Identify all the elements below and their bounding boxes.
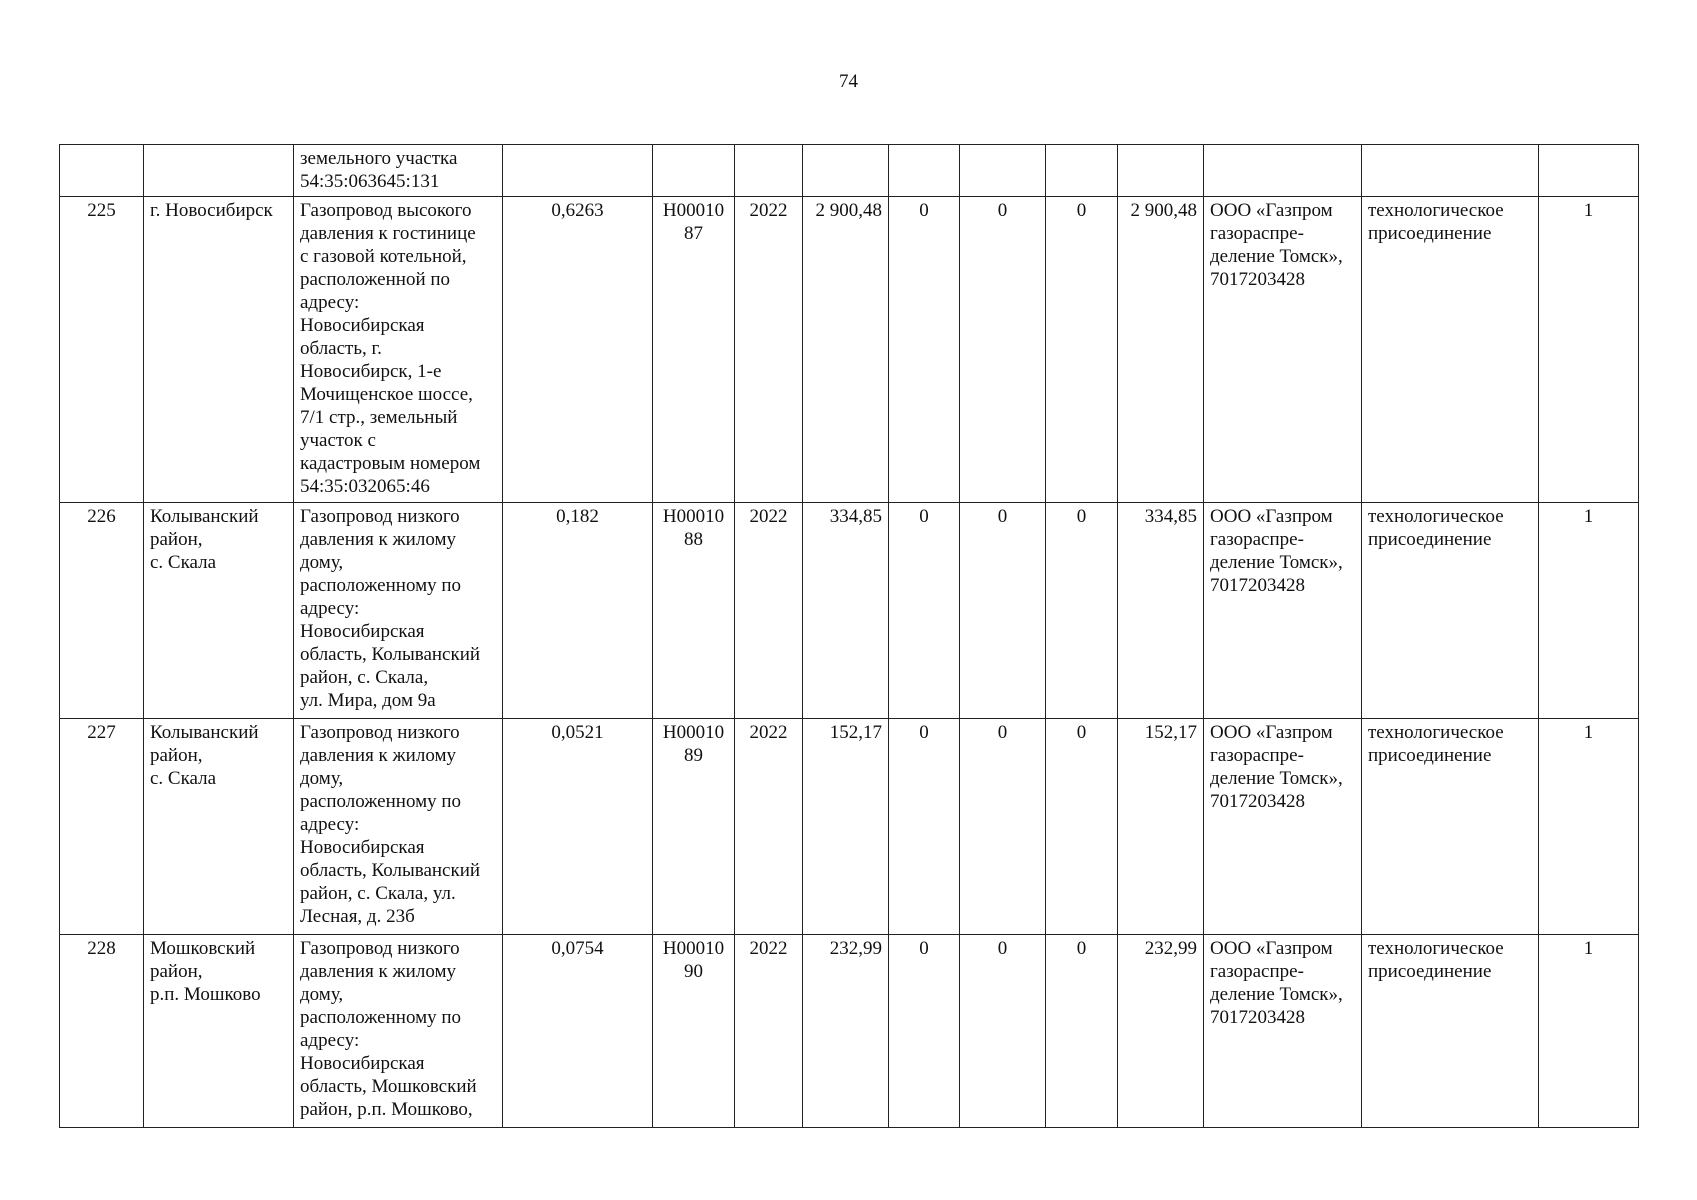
cell-v4: 2 900,48 bbox=[1118, 197, 1204, 503]
cell-code: Н00010 89 bbox=[653, 719, 735, 935]
cell-basis bbox=[1362, 145, 1539, 197]
cell-v3: 0 bbox=[1046, 197, 1118, 503]
cell-v1: 0 bbox=[889, 503, 960, 719]
table-row bbox=[60, 197, 1639, 503]
cell-num: 225 bbox=[60, 197, 144, 503]
cell-year: 2022 bbox=[735, 935, 803, 1128]
cell-total: 334,85 bbox=[803, 503, 889, 719]
cell-location: Колыванский район, с. Скала bbox=[144, 503, 294, 719]
cell-location: Мошковский район, р.п. Мошково bbox=[144, 935, 294, 1128]
cell-code: Н00010 87 bbox=[653, 197, 735, 503]
table-row bbox=[60, 935, 1639, 1128]
cell-v2: 0 bbox=[960, 935, 1046, 1128]
cell-location: Колыванский район, с. Скала bbox=[144, 719, 294, 935]
cell-basis: технологическое присоединение bbox=[1362, 719, 1539, 935]
cell-length: 0,6263 bbox=[503, 197, 653, 503]
table-row-continuation bbox=[60, 145, 1639, 197]
cell-description: Газопровод высокого давления к гостинице с газовой котельной, расположенной по адресу: Новосибирская область, г. Новосибирск, 1-е Мочищенское шоссе, 7/1 стр., земельный участок с кадастровым номером 54:35:032065:46 bbox=[294, 197, 503, 503]
cell-year bbox=[735, 145, 803, 197]
cell-total: 232,99 bbox=[803, 935, 889, 1128]
cell-basis: технологическое присоединение bbox=[1362, 503, 1539, 719]
cell-organization: ООО «Газпром газораспре- деление Томск», 7017203428 bbox=[1204, 719, 1362, 935]
cell-count: 1 bbox=[1539, 503, 1639, 719]
cell-basis: технологическое присоединение bbox=[1362, 935, 1539, 1128]
cell-organization bbox=[1204, 145, 1362, 197]
cell-v4: 334,85 bbox=[1118, 503, 1204, 719]
cell-v1: 0 bbox=[889, 935, 960, 1128]
cell-v3 bbox=[1046, 145, 1118, 197]
cell-v4: 232,99 bbox=[1118, 935, 1204, 1128]
cell-basis: технологическое присоединение bbox=[1362, 197, 1539, 503]
cell-v2: 0 bbox=[960, 197, 1046, 503]
investment-table bbox=[59, 144, 1639, 1128]
cell-num: 228 bbox=[60, 935, 144, 1128]
cell-num: 226 bbox=[60, 503, 144, 719]
cell-count: 1 bbox=[1539, 197, 1639, 503]
cell-num bbox=[60, 145, 144, 197]
cell-organization: ООО «Газпром газораспре- деление Томск», 7017203428 bbox=[1204, 935, 1362, 1128]
cell-count bbox=[1539, 145, 1639, 197]
cell-v4: 152,17 bbox=[1118, 719, 1204, 935]
cell-year: 2022 bbox=[735, 719, 803, 935]
cell-location: г. Новосибирск bbox=[144, 197, 294, 503]
cell-v4 bbox=[1118, 145, 1204, 197]
cell-v3: 0 bbox=[1046, 503, 1118, 719]
cell-count: 1 bbox=[1539, 935, 1639, 1128]
cell-length: 0,182 bbox=[503, 503, 653, 719]
cell-code: Н00010 88 bbox=[653, 503, 735, 719]
cell-organization: ООО «Газпром газораспре- деление Томск», 7017203428 bbox=[1204, 503, 1362, 719]
cell-year: 2022 bbox=[735, 197, 803, 503]
table-row bbox=[60, 503, 1639, 719]
cell-v1 bbox=[889, 145, 960, 197]
cell-year: 2022 bbox=[735, 503, 803, 719]
cell-location bbox=[144, 145, 294, 197]
cell-v1: 0 bbox=[889, 197, 960, 503]
cell-length: 0,0754 bbox=[503, 935, 653, 1128]
cell-v3: 0 bbox=[1046, 719, 1118, 935]
cell-length bbox=[503, 145, 653, 197]
cell-v1: 0 bbox=[889, 719, 960, 935]
cell-description: Газопровод низкого давления к жилому дому, расположенному по адресу: Новосибирская область, Мошковский район, р.п. Мошково, bbox=[294, 935, 503, 1128]
table-row bbox=[60, 719, 1639, 935]
cell-v2: 0 bbox=[960, 719, 1046, 935]
cell-total: 152,17 bbox=[803, 719, 889, 935]
cell-description: Газопровод низкого давления к жилому дому, расположенному по адресу: Новосибирская область, Колыванский район, с. Скала, ул. Лесная, д. 23б bbox=[294, 719, 503, 935]
cell-v2 bbox=[960, 145, 1046, 197]
cell-v2: 0 bbox=[960, 503, 1046, 719]
cell-description: Газопровод низкого давления к жилому дому, расположенному по адресу: Новосибирская область, Колыванский район, с. Скала, ул. Мира, дом 9а bbox=[294, 503, 503, 719]
cell-length: 0,0521 bbox=[503, 719, 653, 935]
cell-total: 2 900,48 bbox=[803, 197, 889, 503]
cell-description: земельного участка 54:35:063645:131 bbox=[294, 145, 503, 197]
cell-num: 227 bbox=[60, 719, 144, 935]
cell-code: Н00010 90 bbox=[653, 935, 735, 1128]
cell-count: 1 bbox=[1539, 719, 1639, 935]
cell-code bbox=[653, 145, 735, 197]
cell-v3: 0 bbox=[1046, 935, 1118, 1128]
cell-organization: ООО «Газпром газораспре- деление Томск», 7017203428 bbox=[1204, 197, 1362, 503]
page-number: 74 bbox=[839, 71, 858, 92]
cell-total bbox=[803, 145, 889, 197]
